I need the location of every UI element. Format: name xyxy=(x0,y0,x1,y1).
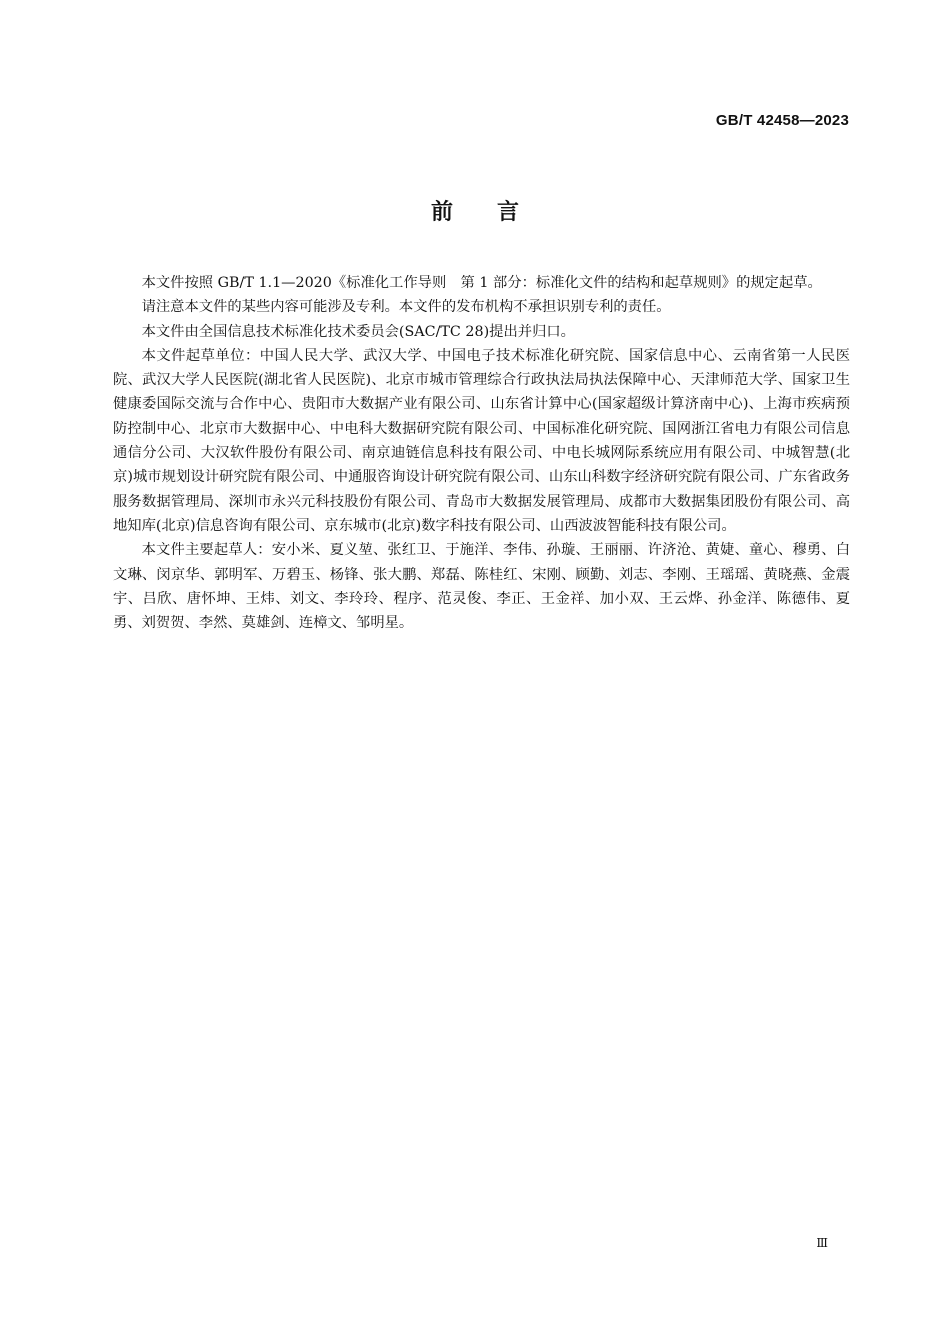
paragraph-proposer: 本文件由全国信息技术标准化技术委员会(SAC/TC 28)提出并归口。 xyxy=(141,323,575,340)
paragraph-drafters: 本文件主要起草人：安小米、夏义堃、张红卫、于施洋、李伟、孙璇、王丽丽、许济沧、黄婕、童心、穆勇、白文琳、闵京华、郭明军、万碧玉、杨锋、张大鹏、郑磊、陈桂红、宋刚、顾勤、刘志、李刚、王瑶瑶、黄晓燕、金震宇、吕欣、唐怀坤、王炜、刘文、李玲玲、程序、范灵俊、李正、王金祥、加小双、王云烨、孙金洋、陈德伟、夏勇、刘贺贺、李然、莫雄剑、连樟文、邹明星。 xyxy=(113,542,850,632)
foreword-body xyxy=(113,271,850,635)
standard-number: GB/T 42458—2023 xyxy=(715,112,849,129)
page-title: 前言 xyxy=(430,200,563,225)
paragraph-drafting-rules: 本文件按照 GB/T 1.1—2020《标准化工作导则 第 1 部分：标准化文件的结构和起草规则》的规定起草。 xyxy=(141,275,822,291)
page-number: Ⅲ xyxy=(816,1236,828,1250)
paragraph-drafting-units: 本文件起草单位：中国人民大学、武汉大学、中国电子技术标准化研究院、国家信息中心、云南省第一人民医院、武汉大学人民医院(湖北省人民医院)、北京市城市管理综合行政执法局执法保障中心、天津师范大学、国家卫生健康委国际交流与合作中心、贵阳市大数据产业有限公司、山东省计算中心(国家超级计算济南中心)、上海市疾病预防控制中心、北京市大数据中心、中电科大数据研究院有限公司、中国标准化研究院、国网浙江省电力有限公司信息通信分公司、大汉软件股份有限公司、南京迪链信息科技有限公司、中电长城网际系统应用有限公司、中城智慧(北京)城市规划设计研究院有限公司、中通服咨询设计研究院有限公司、山东山科数字经济研究院有限公司、广东省政务服务数据管理局、深圳市永兴元科技股份有限公司、青岛市大数据发展管理局、成都市大数据集团股份有限公司、高地知库(北京)信息咨询有限公司、京东城市(北京)数字科技有限公司、山西波波智能科技有限公司。 xyxy=(113,347,850,534)
paragraph-patent-notice: 请注意本文件的某些内容可能涉及专利。本文件的发布机构不承担识别专利的责任。 xyxy=(141,299,671,316)
